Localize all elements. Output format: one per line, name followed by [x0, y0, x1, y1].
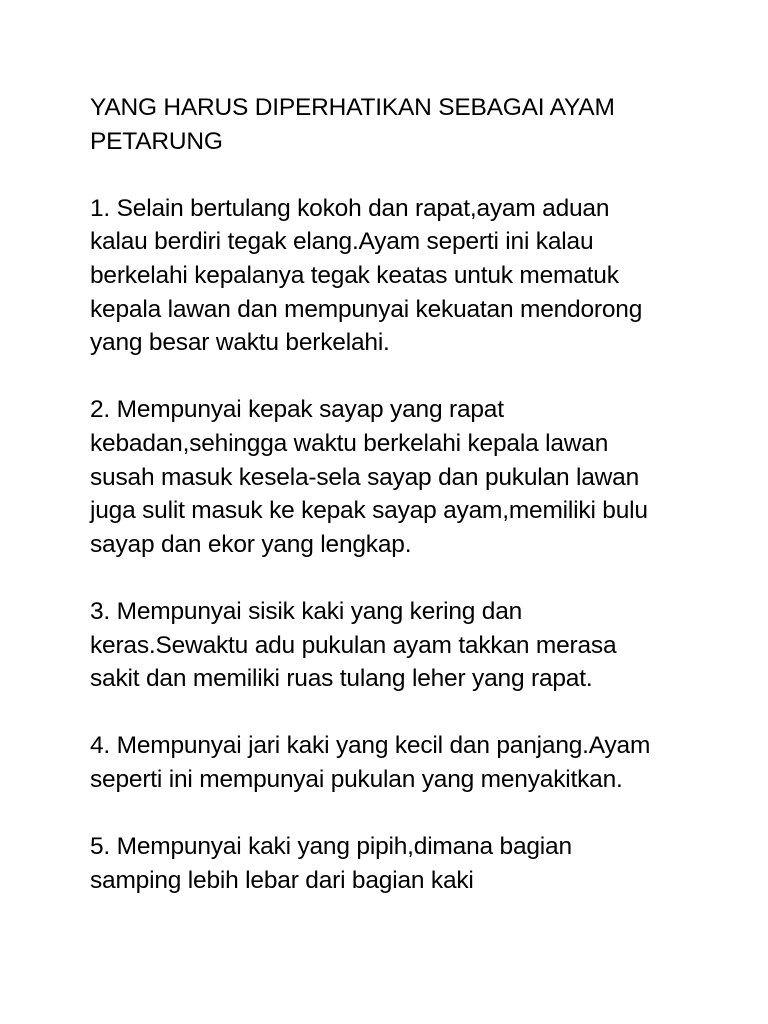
paragraph-line: 2. Mempunyai kepak sayap yang rapat — [90, 396, 504, 424]
paragraph-line: kalau berdiri tegak elang.Ayam seperti ini kalau — [90, 228, 594, 256]
paragraph-line: yang besar waktu berkelahi. — [90, 329, 390, 357]
document-title — [90, 91, 710, 158]
paragraph-line: 4. Mempunyai jari kaki yang kecil dan panjang.Ayam — [90, 732, 651, 760]
paragraph-line: samping lebih lebar dari bagian kaki — [90, 866, 474, 894]
list-item-3 — [90, 595, 710, 696]
paragraph-line: kepala lawan dan mempunyai kekuatan mendorong — [90, 295, 643, 323]
list-item-4 — [90, 729, 710, 796]
paragraph-line: juga sulit masuk ke kepak sayap ayam,memiliki bulu — [90, 497, 648, 525]
paragraph-line: susah masuk kesela-sela sayap dan pukulan lawan — [90, 463, 639, 491]
title-line: PETARUNG — [90, 127, 223, 155]
paragraph-line: 5. Mempunyai kaki yang pipih,dimana bagian — [90, 833, 572, 861]
list-item-2 — [90, 393, 710, 561]
title-line: YANG HARUS DIPERHATIKAN SEBAGAI AYAM — [90, 94, 615, 121]
list-item-5 — [90, 830, 710, 897]
paragraph-line: berkelahi kepalanya tegak keatas untuk mematuk — [90, 261, 619, 289]
paragraph-line: sayap dan ekor yang lengkap. — [90, 530, 412, 558]
document-body — [90, 91, 710, 931]
paragraph-line: keras.Sewaktu adu pukulan ayam takkan merasa — [90, 631, 617, 659]
paragraph-line: 3. Mempunyai sisik kaki yang kering dan — [90, 597, 523, 625]
paragraph-line: kebadan,sehingga waktu berkelahi kepala lawan — [90, 429, 609, 457]
list-item-1 — [90, 192, 710, 360]
paragraph-line: sakit dan memiliki ruas tulang leher yang rapat. — [90, 665, 593, 693]
paragraph-line: seperti ini mempunyai pukulan yang menyakitkan. — [90, 765, 623, 793]
paragraph-line: 1. Selain bertulang kokoh dan rapat,ayam aduan — [90, 194, 610, 222]
